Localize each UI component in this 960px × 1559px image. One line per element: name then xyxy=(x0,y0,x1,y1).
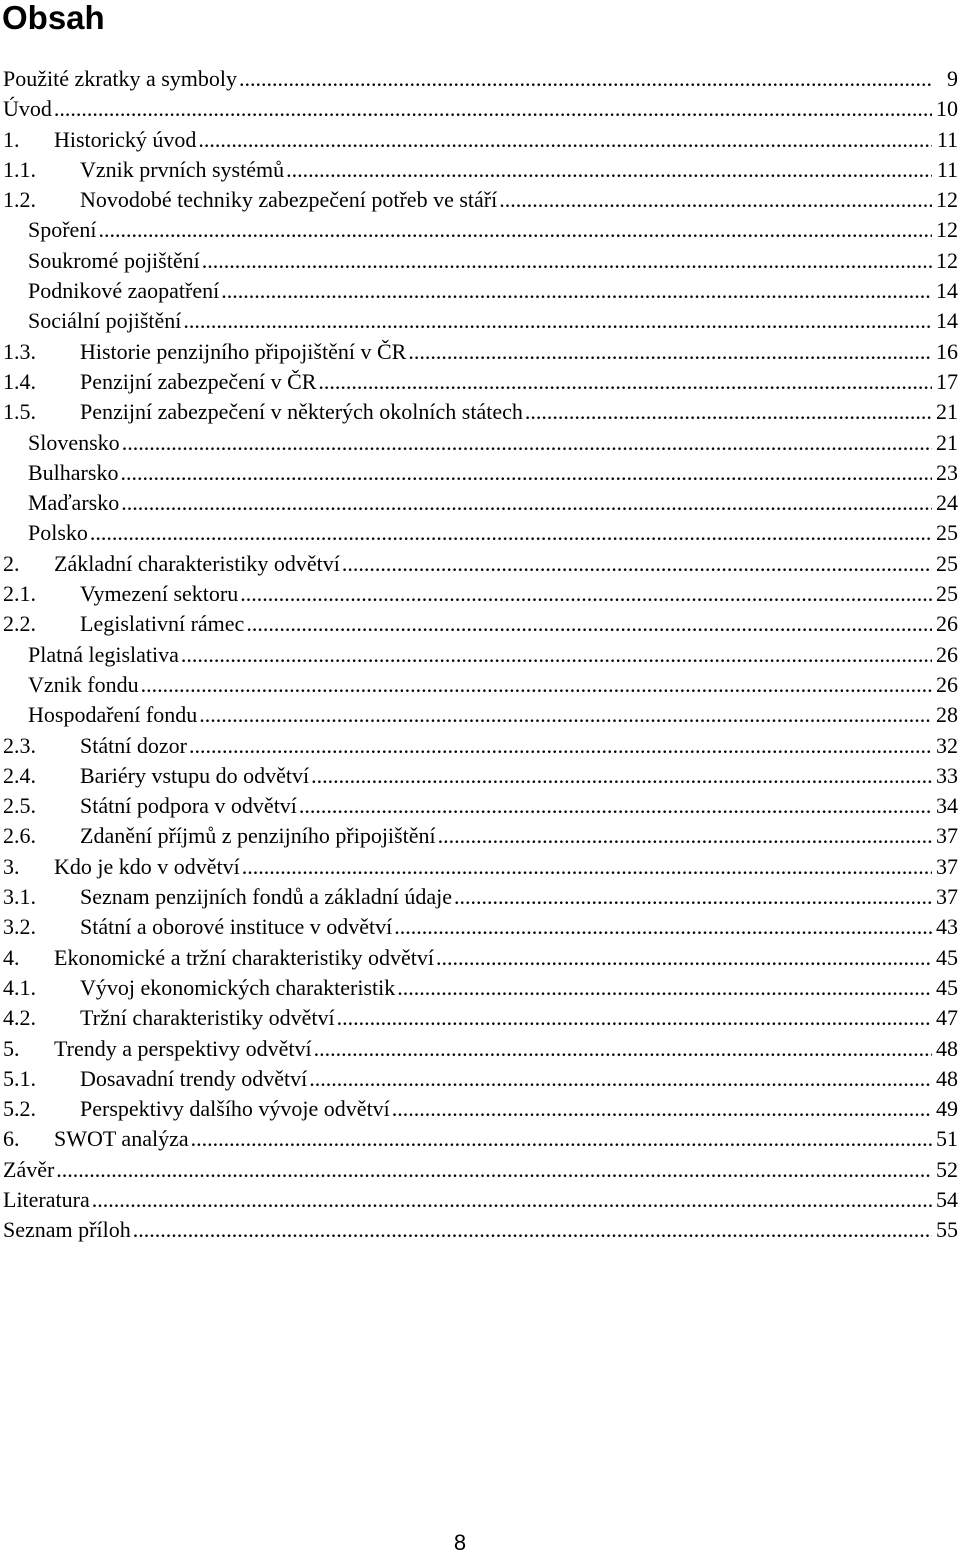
toc-entry[interactable] xyxy=(0,488,960,518)
dot-leader xyxy=(221,276,932,306)
dot-leader xyxy=(90,518,932,548)
toc-entry[interactable] xyxy=(0,1094,960,1124)
toc-entry-number: 1. xyxy=(3,126,20,152)
toc-entry[interactable] xyxy=(0,94,960,124)
toc-entry-title: Vymezení sektoru xyxy=(80,581,239,607)
toc-entry-title-wrap xyxy=(28,215,932,245)
toc-entry[interactable] xyxy=(0,731,960,761)
toc-entry-title: Seznam penzijních fondů a základní údaje xyxy=(80,884,453,910)
toc-entry[interactable] xyxy=(0,185,960,215)
toc-entry[interactable] xyxy=(0,852,960,882)
toc-entry-number: 1.3. xyxy=(3,338,36,364)
toc-entry-page: 16 xyxy=(936,338,958,364)
toc-entry-title-wrap xyxy=(80,973,932,1003)
toc-entry[interactable] xyxy=(0,973,960,1003)
dot-leader xyxy=(337,1003,932,1033)
dot-leader xyxy=(286,155,932,185)
toc-entry[interactable] xyxy=(0,700,960,730)
toc-entry[interactable] xyxy=(0,397,960,427)
toc-entry-title-wrap xyxy=(54,1124,932,1154)
toc-entry-page: 52 xyxy=(936,1156,958,1182)
toc-entry[interactable] xyxy=(0,1124,960,1154)
toc-entry-title-wrap xyxy=(80,912,932,942)
toc-entry-title: Slovensko xyxy=(28,429,120,455)
toc-entry-title: Perspektivy dalšího vývoje odvětví xyxy=(80,1096,390,1122)
toc-entry-page: 28 xyxy=(936,702,958,728)
dot-leader xyxy=(318,367,932,397)
toc-entry[interactable] xyxy=(0,518,960,548)
toc-entry-page: 10 xyxy=(936,96,958,122)
toc-entry-title: Vývoj ekonomických charakteristik xyxy=(80,974,396,1000)
toc-entry-number: 3.1. xyxy=(3,884,36,910)
toc-entry[interactable] xyxy=(0,670,960,700)
dot-leader xyxy=(525,397,932,427)
toc-entry-page: 33 xyxy=(936,762,958,788)
toc-entry-page: 32 xyxy=(936,732,958,758)
dot-leader xyxy=(408,337,932,367)
toc-entry-title: Polsko xyxy=(28,520,88,546)
toc-entry-page: 45 xyxy=(936,944,958,970)
toc-entry-page: 26 xyxy=(936,641,958,667)
toc-entry-title: Hospodaření fondu xyxy=(28,702,198,728)
dot-leader xyxy=(54,94,932,124)
toc-entry-title-wrap xyxy=(80,185,932,215)
toc-entry-title-wrap xyxy=(54,852,932,882)
toc-entry-page: 21 xyxy=(936,429,958,455)
toc-entry-page: 37 xyxy=(936,823,958,849)
toc-entry[interactable] xyxy=(0,246,960,276)
toc-entry[interactable] xyxy=(0,609,960,639)
toc-entry-title: Vznik fondu xyxy=(28,671,139,697)
dot-leader xyxy=(242,852,932,882)
dot-leader xyxy=(436,943,932,973)
toc-entry-title: Závěr xyxy=(3,1156,55,1182)
toc-entry-title-wrap xyxy=(80,579,932,609)
dot-leader xyxy=(394,912,932,942)
toc-entry[interactable] xyxy=(0,155,960,185)
toc-entry-page: 25 xyxy=(936,520,958,546)
toc-entry-page: 14 xyxy=(936,308,958,334)
toc-entry-number: 5.1. xyxy=(3,1065,36,1091)
toc-entry[interactable] xyxy=(0,791,960,821)
toc-entry[interactable] xyxy=(0,428,960,458)
toc-entry-page: 55 xyxy=(936,1217,958,1243)
dot-leader xyxy=(122,428,932,458)
toc-entry-number: 6. xyxy=(3,1126,20,1152)
toc-entry-title-wrap xyxy=(28,428,932,458)
toc-entry-title-wrap xyxy=(3,1155,932,1185)
toc-entry-number: 3.2. xyxy=(3,914,36,940)
toc-entry-title-wrap xyxy=(54,1034,932,1064)
dot-leader xyxy=(342,549,932,579)
toc-entry-page: 23 xyxy=(936,459,958,485)
dot-leader xyxy=(311,761,932,791)
toc-entry-title: Tržní charakteristiky odvětví xyxy=(80,1005,335,1031)
dot-leader xyxy=(392,1094,932,1124)
toc-entry-title: Dosavadní trendy odvětví xyxy=(80,1065,308,1091)
toc-entry-title: Spoření xyxy=(28,217,97,243)
toc-entry-page: 37 xyxy=(936,853,958,879)
toc-entry-page: 9 xyxy=(947,66,958,91)
toc-entry[interactable] xyxy=(0,640,960,670)
toc-entry-page: 24 xyxy=(936,490,958,516)
toc-entry-title: Použité zkratky a symboly xyxy=(3,66,238,91)
toc-entry-page: 49 xyxy=(936,1096,958,1122)
toc-entry-title: Sociální pojištění xyxy=(28,308,182,334)
toc-entry[interactable] xyxy=(0,821,960,851)
toc-entry-title: Platná legislativa xyxy=(28,641,179,667)
dot-leader xyxy=(56,1155,932,1185)
toc-entry-number: 2.2. xyxy=(3,611,36,637)
toc-entry-title-wrap xyxy=(80,367,932,397)
toc-entry[interactable] xyxy=(0,276,960,306)
toc-entry[interactable] xyxy=(0,125,960,155)
toc-entry-title-wrap xyxy=(28,488,932,518)
dot-leader xyxy=(183,306,932,336)
toc-entry-title-wrap xyxy=(80,1064,932,1094)
toc-entry[interactable] xyxy=(0,579,960,609)
toc-entry-number: 2.1. xyxy=(3,581,36,607)
toc-entry-title-wrap xyxy=(28,246,932,276)
toc-entry-title: Maďarsko xyxy=(28,490,120,516)
toc-entry-page: 26 xyxy=(936,611,958,637)
dot-leader xyxy=(240,579,932,609)
toc-entry-title: Literatura xyxy=(3,1186,90,1212)
toc-entry[interactable] xyxy=(0,943,960,973)
dot-leader xyxy=(141,670,932,700)
toc-entry-number: 2.5. xyxy=(3,793,36,819)
toc-entry-page: 43 xyxy=(936,914,958,940)
toc-entry-title-wrap xyxy=(28,670,932,700)
toc-entry-title-wrap xyxy=(80,397,932,427)
toc-entry[interactable] xyxy=(0,1215,960,1245)
toc-entry-title: Ekonomické a tržní charakteristiky odvětví xyxy=(54,944,434,970)
toc-entry[interactable] xyxy=(0,912,960,942)
toc-entry[interactable] xyxy=(0,549,960,579)
toc-entry-page: 48 xyxy=(936,1035,958,1061)
toc-entry-page: 25 xyxy=(936,550,958,576)
toc-entry[interactable] xyxy=(0,1034,960,1064)
dot-leader xyxy=(202,246,932,276)
toc-entry-number: 1.5. xyxy=(3,399,36,425)
toc-entry-page: 12 xyxy=(936,187,958,213)
toc-entry-number: 1.2. xyxy=(3,187,36,213)
dot-leader xyxy=(309,1064,932,1094)
toc-entry-title: Seznam příloh xyxy=(3,1217,131,1243)
toc-entry-title: Legislativní rámec xyxy=(80,611,245,637)
toc-entry-title-wrap xyxy=(54,549,932,579)
toc-entry-number: 5. xyxy=(3,1035,20,1061)
toc-entry-page: 45 xyxy=(936,974,958,1000)
toc-entry-page: 26 xyxy=(936,671,958,697)
toc-entry-title: Kdo je kdo v odvětví xyxy=(54,853,240,879)
toc-entry[interactable] xyxy=(0,1064,960,1094)
toc-entry-title: Historický úvod xyxy=(54,126,197,152)
toc-entry[interactable] xyxy=(0,1185,960,1215)
toc-entry[interactable] xyxy=(0,306,960,336)
toc-entry-title-wrap xyxy=(3,64,932,94)
toc-entry-page: 51 xyxy=(936,1126,958,1152)
dot-leader xyxy=(239,64,932,94)
dot-leader xyxy=(98,215,932,245)
toc-entry-title: Historie penzijního připojištění v ČR xyxy=(80,338,407,364)
toc-entry-number: 4.1. xyxy=(3,974,36,1000)
toc-entry[interactable] xyxy=(0,367,960,397)
toc-entry-title-wrap xyxy=(80,1003,932,1033)
toc-entry-title-wrap xyxy=(28,276,932,306)
toc-entry-number: 4.2. xyxy=(3,1005,36,1031)
toc-entry-page: 34 xyxy=(936,793,958,819)
toc-entry-page: 14 xyxy=(936,278,958,304)
toc-entry-title-wrap xyxy=(28,700,932,730)
dot-leader xyxy=(199,700,932,730)
toc-entry[interactable] xyxy=(0,458,960,488)
toc-entry-number: 4. xyxy=(3,944,20,970)
toc-entry[interactable] xyxy=(0,882,960,912)
toc-entry-page: 11 xyxy=(936,156,958,182)
toc-entry[interactable] xyxy=(0,64,960,94)
toc-entry-page: 54 xyxy=(936,1186,958,1212)
dot-leader xyxy=(121,488,932,518)
toc-entry-number: 2.6. xyxy=(3,823,36,849)
toc-entry-number: 2.3. xyxy=(3,732,36,758)
dot-leader xyxy=(299,791,932,821)
toc-entry-title: Novodobé techniky zabezpečení potřeb ve stáří xyxy=(80,187,498,213)
toc-entry-title-wrap xyxy=(54,125,932,155)
toc-entry-title-wrap xyxy=(28,640,932,670)
toc-entry-title-wrap xyxy=(80,1094,932,1124)
toc-entry-page: 12 xyxy=(936,217,958,243)
page-title: Obsah xyxy=(2,0,105,36)
toc-entry-page: 47 xyxy=(936,1005,958,1031)
table-of-contents xyxy=(0,64,960,1246)
toc-entry-number: 3. xyxy=(3,853,20,879)
toc-entry-title-wrap xyxy=(3,94,932,124)
toc-entry-page: 25 xyxy=(936,581,958,607)
toc-entry-title: Podnikové zaopatření xyxy=(28,278,220,304)
dot-leader xyxy=(181,640,932,670)
toc-entry-number: 5.2. xyxy=(3,1096,36,1122)
toc-entry-title: Bulharsko xyxy=(28,459,119,485)
dot-leader xyxy=(438,821,932,851)
toc-entry-title-wrap xyxy=(80,791,932,821)
toc-entry-title: Státní a oborové instituce v odvětví xyxy=(80,914,393,940)
toc-entry-title-wrap xyxy=(80,609,932,639)
toc-entry-title-wrap xyxy=(3,1215,932,1245)
toc-entry-title: Vznik prvních systémů xyxy=(80,156,285,182)
dot-leader xyxy=(314,1034,932,1064)
dot-leader xyxy=(246,609,932,639)
dot-leader xyxy=(189,731,932,761)
toc-entry-title-wrap xyxy=(80,821,932,851)
dot-leader xyxy=(454,882,932,912)
toc-entry-title: Penzijní zabezpečení v ČR xyxy=(80,368,317,394)
toc-entry[interactable] xyxy=(0,215,960,245)
toc-entry-title: Úvod xyxy=(3,96,52,122)
toc-entry-number: 1.4. xyxy=(3,368,36,394)
toc-entry-title: Základní charakteristiky odvětví xyxy=(54,550,340,576)
toc-entry[interactable] xyxy=(0,1155,960,1185)
dot-leader xyxy=(120,458,932,488)
dot-leader xyxy=(499,185,932,215)
toc-entry-title: Zdanění příjmů z penzijního připojištění xyxy=(80,823,436,849)
page-number: 8 xyxy=(453,1530,467,1555)
toc-entry[interactable] xyxy=(0,1003,960,1033)
toc-entry-title-wrap xyxy=(80,337,932,367)
toc-entry-title-wrap xyxy=(80,731,932,761)
toc-entry-number: 2.4. xyxy=(3,762,36,788)
toc-entry-title-wrap xyxy=(28,458,932,488)
toc-entry-title: Státní dozor xyxy=(80,732,187,758)
toc-entry-title-wrap xyxy=(80,761,932,791)
toc-entry-page: 37 xyxy=(936,884,958,910)
toc-entry-page: 17 xyxy=(936,368,958,394)
toc-entry-title-wrap xyxy=(3,1185,932,1215)
dot-leader xyxy=(397,973,932,1003)
toc-entry-title: Soukromé pojištění xyxy=(28,247,200,273)
toc-entry-page: 11 xyxy=(936,126,958,152)
toc-entry[interactable] xyxy=(0,337,960,367)
toc-entry-page: 48 xyxy=(936,1065,958,1091)
dot-leader xyxy=(191,1124,932,1154)
toc-entry-title: SWOT analýza xyxy=(54,1126,189,1152)
toc-entry-title-wrap xyxy=(28,306,932,336)
toc-entry-title-wrap xyxy=(80,155,932,185)
toc-entry-page: 12 xyxy=(936,247,958,273)
toc-entry-title: Bariéry vstupu do odvětví xyxy=(80,762,310,788)
dot-leader xyxy=(198,125,932,155)
toc-entry[interactable] xyxy=(0,761,960,791)
dot-leader xyxy=(133,1215,932,1245)
toc-entry-title-wrap xyxy=(54,943,932,973)
toc-entry-title: Státní podpora v odvětví xyxy=(80,793,297,819)
toc-entry-number: 2. xyxy=(3,550,20,576)
toc-entry-title: Trendy a perspektivy odvětví xyxy=(54,1035,312,1061)
toc-entry-title-wrap xyxy=(28,518,932,548)
toc-entry-title-wrap xyxy=(80,882,932,912)
dot-leader xyxy=(92,1185,932,1215)
toc-entry-page: 21 xyxy=(936,399,958,425)
toc-entry-title: Penzijní zabezpečení v některých okolních státech xyxy=(80,399,523,425)
toc-entry-number: 1.1. xyxy=(3,156,36,182)
